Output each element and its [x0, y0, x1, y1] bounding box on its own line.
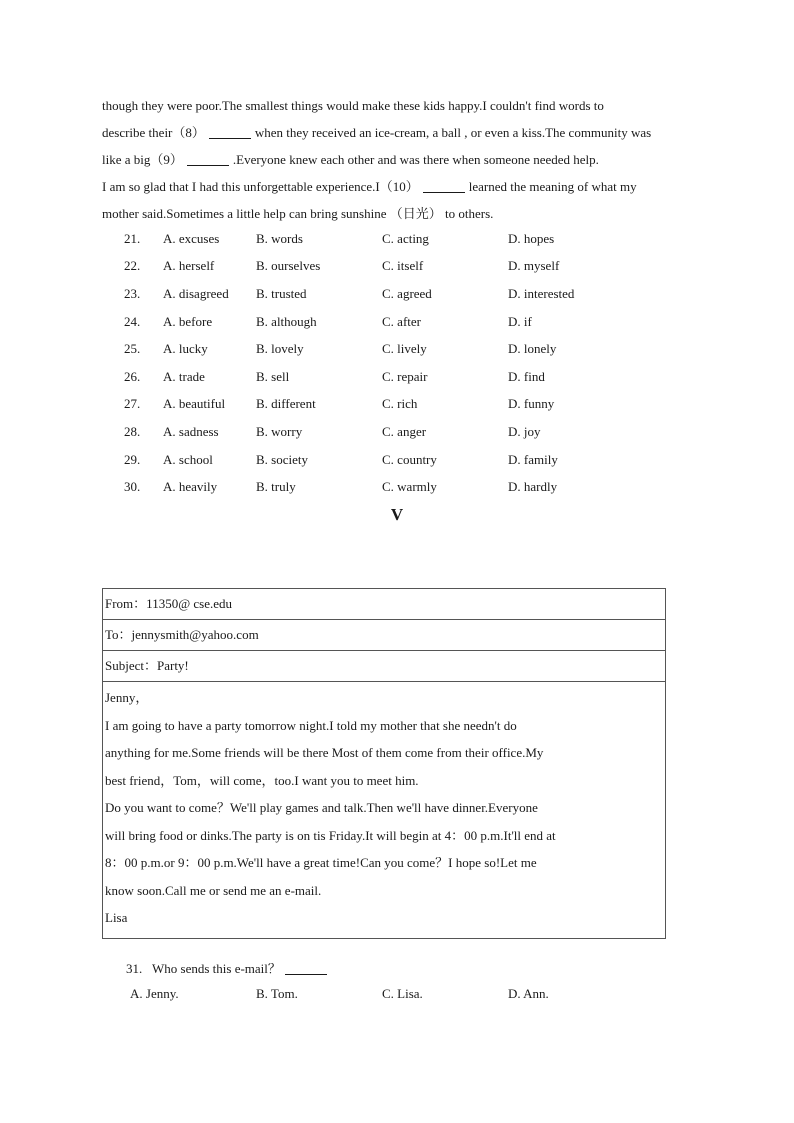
email-subject: Subject：Party!	[103, 651, 665, 682]
section-title: V	[390, 505, 404, 524]
option-c[interactable]: C. anger	[382, 423, 427, 439]
option-b[interactable]: B. Tom.	[256, 986, 298, 1001]
passage-line: though they were poor.The smallest things would make these kids happy.I couldn't find words to	[102, 98, 604, 113]
option-row	[124, 335, 684, 363]
question-number: 28.	[124, 423, 141, 439]
option-d[interactable]: D. joy	[508, 423, 541, 439]
email-body-line: I am going to have a party tomorrow night.I told my mother that she needn't do	[105, 717, 517, 733]
option-c[interactable]: C. agreed	[382, 285, 432, 301]
options-list	[124, 225, 684, 501]
option-b[interactable]: B. sell	[256, 368, 290, 384]
answer-blank-31[interactable]	[285, 960, 327, 975]
passage-text: .Everyone knew each other and was there when someone needed help.	[232, 152, 599, 167]
question-number: 27.	[124, 396, 141, 412]
email-body-line: Do you want to come？We'll play games and talk.Then we'll have dinner.Everyone	[105, 800, 538, 815]
answer-blank-8[interactable]	[209, 124, 251, 139]
email-body-line: Lisa	[105, 910, 128, 925]
passage-text: describe their（8）	[102, 125, 205, 140]
option-row	[124, 418, 684, 446]
question-number: 22.	[124, 258, 141, 274]
option-a[interactable]: A. disagreed	[163, 285, 229, 301]
answer-blank-10[interactable]	[423, 178, 465, 193]
option-a[interactable]: A. before	[163, 313, 213, 329]
option-row	[124, 391, 684, 419]
option-c[interactable]: C. warmly	[382, 479, 437, 495]
email-body	[103, 682, 665, 938]
option-a[interactable]: A. excuses	[163, 230, 220, 246]
passage-line: mother said.Sometimes a little help can bring sunshine （日光） to others.	[102, 206, 494, 221]
email-box	[102, 588, 666, 939]
option-a[interactable]: A. herself	[163, 258, 215, 274]
option-row	[124, 280, 684, 308]
option-d[interactable]: D. if	[508, 313, 532, 329]
question-number: 23.	[124, 285, 141, 301]
email-body-line: know soon.Call me or send me an e-mail.	[105, 882, 322, 898]
option-c[interactable]: C. Lisa.	[382, 986, 423, 1001]
option-d[interactable]: D. interested	[508, 285, 575, 301]
email-body-line: best friend，Tom，will come，too.I want you to meet him.	[105, 772, 419, 788]
option-row	[124, 225, 684, 253]
option-a[interactable]: A. trade	[163, 368, 205, 384]
question-number: 21.	[124, 230, 141, 246]
option-d[interactable]: D. funny	[508, 396, 555, 412]
passage-text: learned the meaning of what my	[468, 179, 637, 194]
answer-blank-9[interactable]	[187, 151, 229, 166]
email-from: From：11350@ cse.edu	[103, 589, 665, 620]
option-row	[124, 308, 684, 336]
question-31-text: 31. Who sends this e-mail？	[126, 961, 281, 976]
passage-line	[102, 173, 702, 200]
email-body-line: will bring food or dinks.The party is on tis Friday.It will begin at 4：00 p.m.It'll end at	[105, 827, 556, 843]
option-a[interactable]: A. heavily	[163, 479, 218, 495]
option-d[interactable]: D. hardly	[508, 479, 558, 495]
email-body-line: Jenny，	[105, 690, 149, 705]
option-c[interactable]: C. after	[382, 313, 421, 329]
question-number: 25.	[124, 341, 141, 357]
option-a[interactable]: A. beautiful	[163, 396, 226, 412]
option-d[interactable]: D. myself	[508, 258, 560, 274]
option-c[interactable]: C. rich	[382, 396, 418, 412]
option-row	[124, 363, 684, 391]
option-d[interactable]: D. lonely	[508, 341, 557, 357]
question-31	[126, 958, 331, 977]
option-c[interactable]: C. itself	[382, 258, 424, 274]
option-d[interactable]: D. hopes	[508, 230, 555, 246]
passage	[102, 92, 702, 227]
option-b[interactable]: B. worry	[256, 423, 303, 439]
option-a[interactable]: A. Jenny.	[130, 986, 179, 1001]
option-c[interactable]: C. country	[382, 451, 437, 467]
option-d[interactable]: D. family	[508, 451, 558, 467]
passage-text: when they received an ice-cream, a ball , or even a kiss.The community was	[254, 125, 652, 140]
option-d[interactable]: D. find	[508, 368, 545, 384]
option-d[interactable]: D. Ann.	[508, 986, 549, 1001]
option-c[interactable]: C. lively	[382, 341, 427, 357]
question-number: 24.	[124, 313, 141, 329]
option-c[interactable]: C. acting	[382, 230, 429, 246]
option-a[interactable]: A. sadness	[163, 423, 219, 439]
passage-line	[102, 119, 702, 146]
option-b[interactable]: B. truly	[256, 479, 296, 495]
option-c[interactable]: C. repair	[382, 368, 428, 384]
option-b[interactable]: B. ourselves	[256, 258, 321, 274]
option-b[interactable]: B. lovely	[256, 341, 304, 357]
option-row	[124, 253, 684, 281]
option-a[interactable]: A. lucky	[163, 341, 208, 357]
option-b[interactable]: B. trusted	[256, 285, 307, 301]
option-b[interactable]: B. different	[256, 396, 316, 412]
passage-line	[102, 146, 702, 173]
passage-text: like a big（9）	[102, 152, 183, 167]
question-31-options	[130, 986, 549, 1002]
option-row	[124, 473, 684, 501]
email-to: To：jennysmith@yahoo.com	[103, 620, 665, 651]
email-body-line: 8：00 p.m.or 9：00 p.m.We'll have a great time!Can you come？I hope so!Let me	[105, 855, 537, 870]
question-number: 29.	[124, 451, 141, 467]
question-number: 30.	[124, 479, 141, 495]
email-body-line: anything for me.Some friends will be there Most of them come from their office.My	[105, 745, 544, 760]
question-number: 26.	[124, 368, 141, 384]
option-row	[124, 446, 684, 474]
passage-text: I am so glad that I had this unforgettable experience.I（10）	[102, 179, 419, 194]
option-b[interactable]: B. although	[256, 313, 317, 329]
option-b[interactable]: B. words	[256, 230, 303, 246]
option-b[interactable]: B. society	[256, 451, 308, 467]
option-a[interactable]: A. school	[163, 451, 213, 467]
